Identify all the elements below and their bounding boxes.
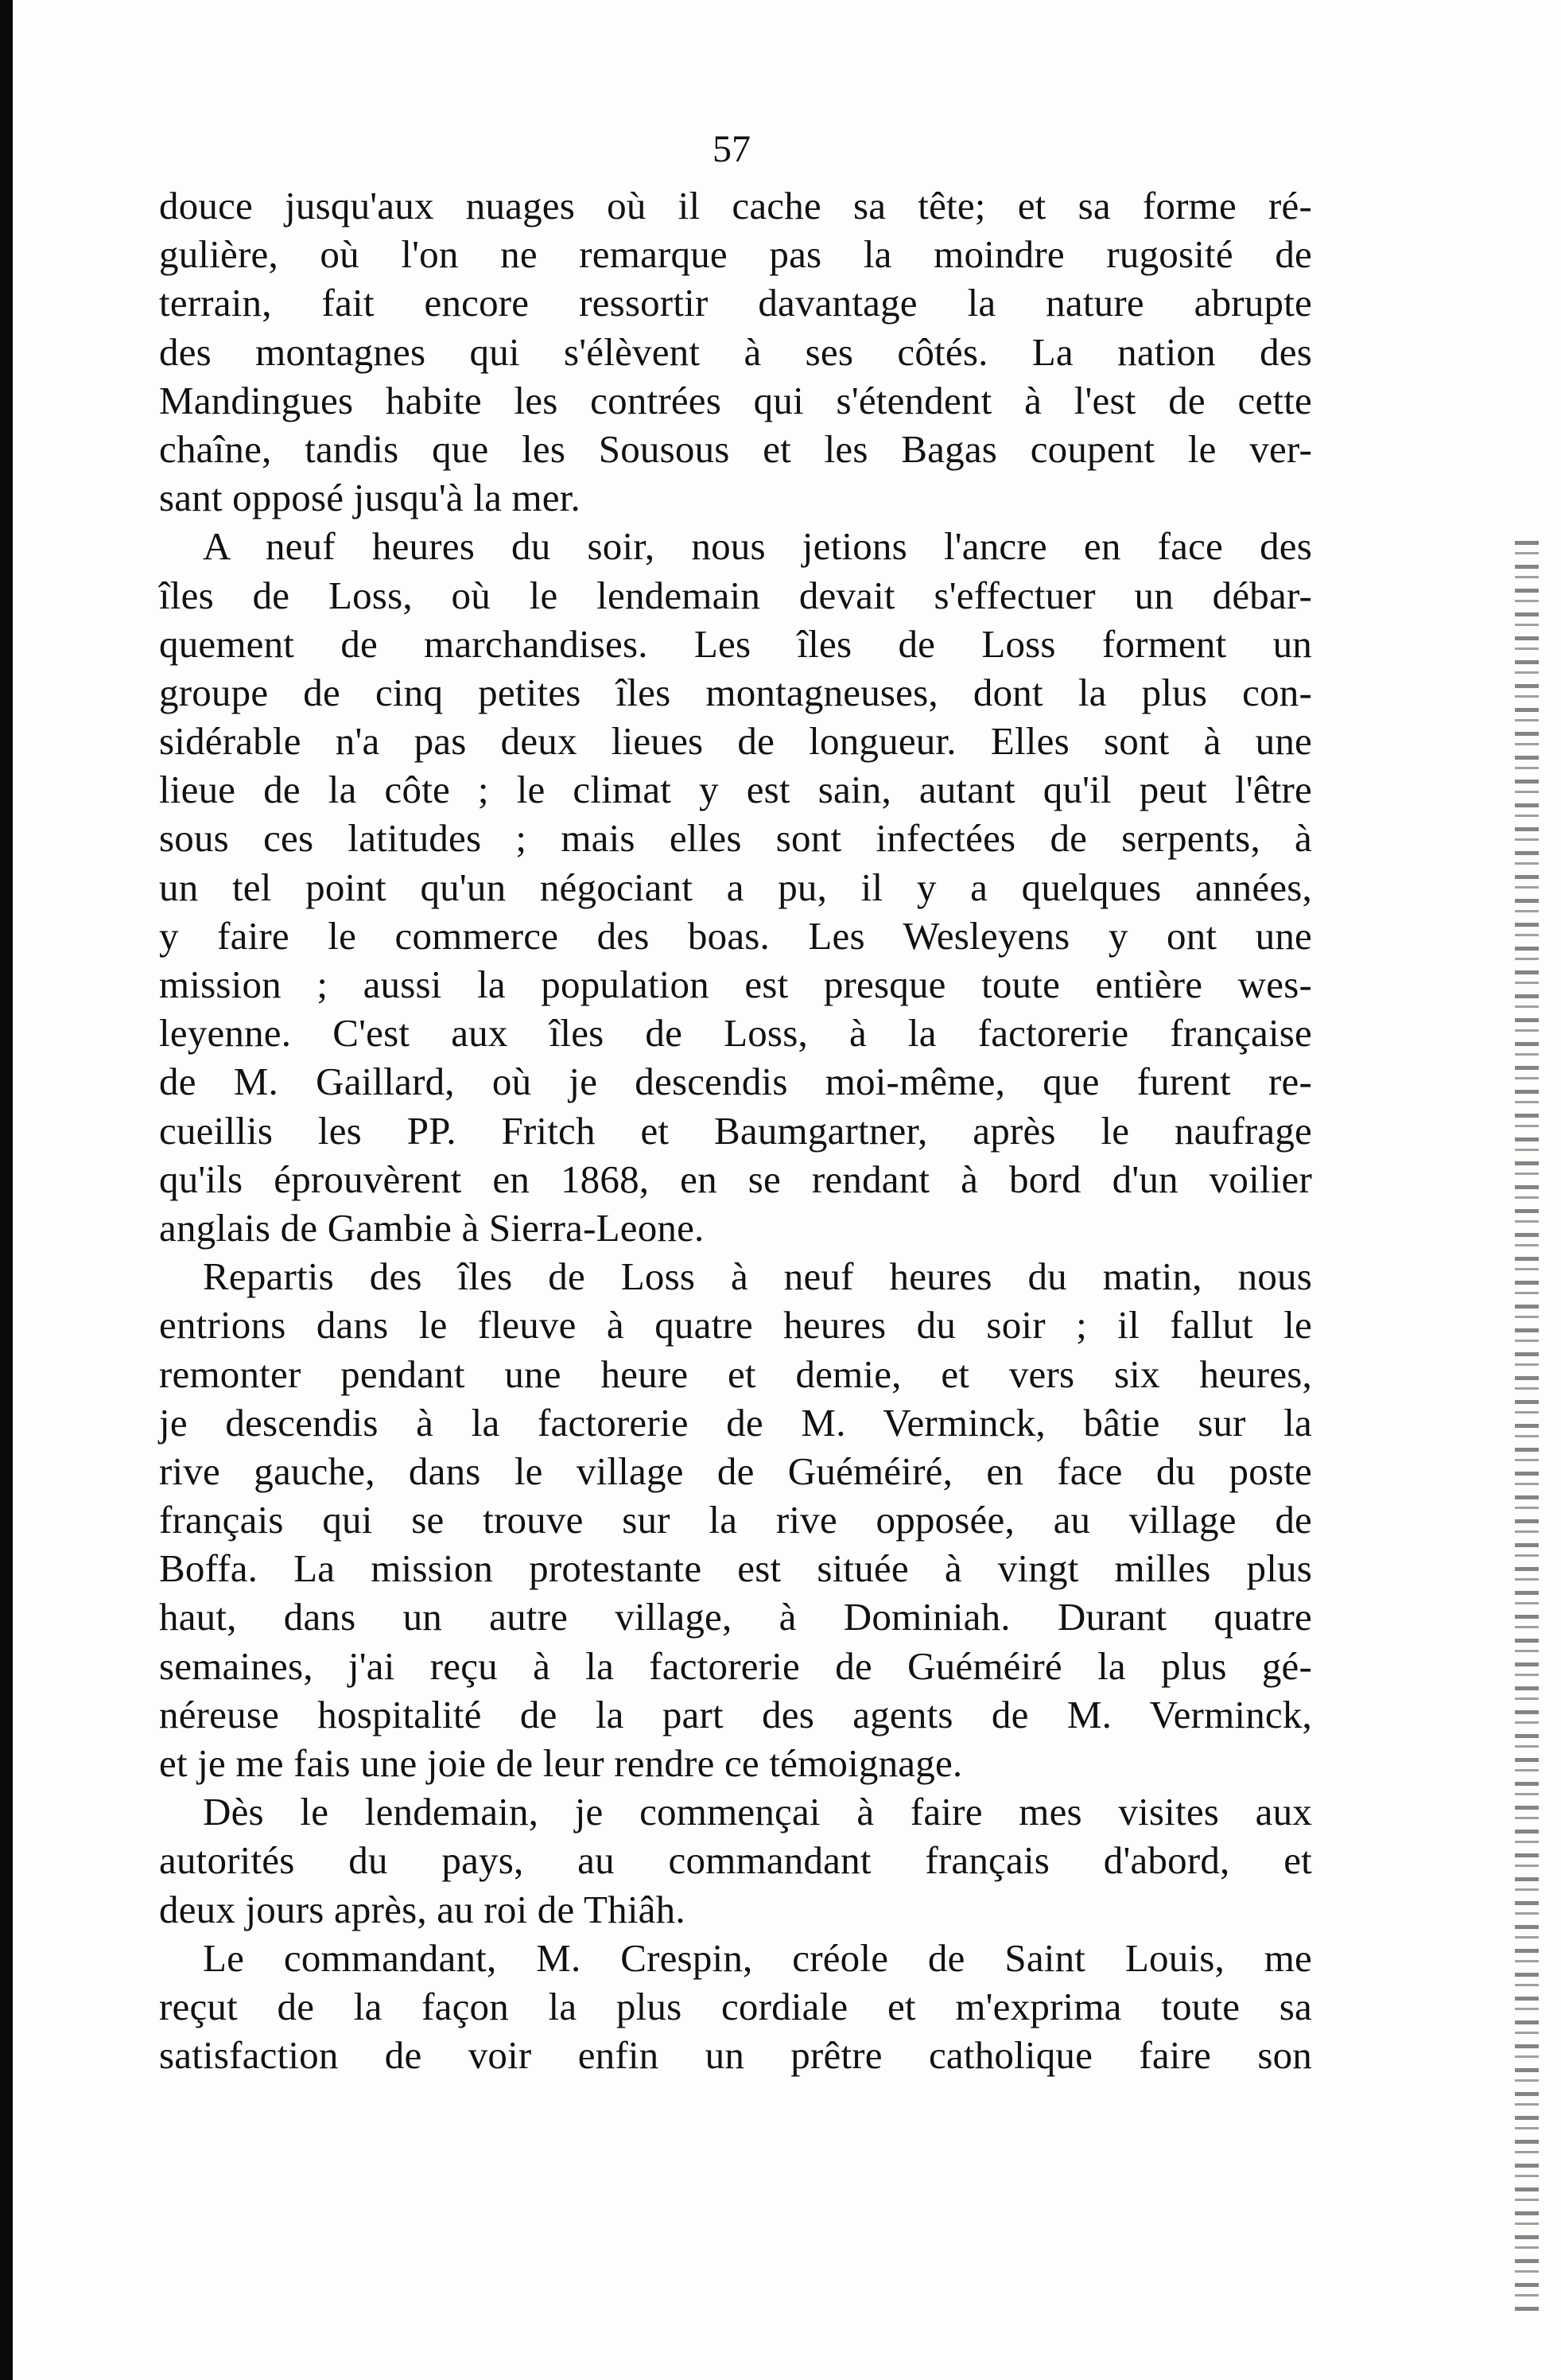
text-line: groupe de cinq petites îles montagneuses, dont la plus con- bbox=[159, 670, 1312, 714]
text-line: semaines, j'ai reçu à la factorerie de Guéméiré la plus gé- bbox=[159, 1643, 1312, 1688]
text-line: qu'ils éprouvèrent en 1868, en se rendant à bord d'un voilier bbox=[159, 1157, 1312, 1201]
text-line: et je me fais une joie de leur rendre ce témoignage. bbox=[159, 1741, 963, 1785]
text-line: A neuf heures du soir, nous jetions l'ancre en face des bbox=[203, 524, 1312, 569]
text-line: rive gauche, dans le village de Guéméiré, en face du poste bbox=[159, 1449, 1312, 1493]
text-line: entrions dans le fleuve à quatre heures du soir ; il fallut le bbox=[159, 1303, 1312, 1348]
text-line: chaîne, tandis que les Sousous et les Bagas coupent le ver- bbox=[159, 426, 1312, 471]
text-line: des montagnes qui s'élèvent à ses côtés. La nation des bbox=[159, 329, 1312, 374]
text-line: quement de marchandises. Les îles de Loss forment un bbox=[159, 621, 1312, 666]
text-line: néreuse hospitalité de la part des agents de M. Verminck, bbox=[159, 1692, 1312, 1736]
text-line: sidérable n'a pas deux lieues de longueur. Elles sont à une bbox=[159, 719, 1312, 764]
text-line: haut, dans un autre village, à Dominiah. Durant quatre bbox=[159, 1595, 1312, 1639]
text-line: cueillis les PP. Fritch et Baumgartner, après le naufrage bbox=[159, 1108, 1312, 1153]
page-binding-edge bbox=[0, 0, 13, 2380]
text-line: gulière, où l'on ne remarque pas la moindre rugosité de bbox=[159, 232, 1312, 277]
text-line: de M. Gaillard, où je descendis moi-même, que furent re- bbox=[159, 1060, 1312, 1104]
text-line: je descendis à la factorerie de M. Verminck, bâtie sur la bbox=[159, 1400, 1312, 1445]
text-line: autorités du pays, au commandant français d'abord, et bbox=[159, 1838, 1312, 1883]
text-line: sous ces latitudes ; mais elles sont infectées de serpents, à bbox=[159, 816, 1312, 861]
text-line: îles de Loss, où le lendemain devait s'effectuer un débar- bbox=[159, 573, 1312, 617]
text-line: Mandingues habite les contrées qui s'étendent à l'est de cette bbox=[159, 378, 1312, 422]
text-line: Le commandant, M. Crespin, créole de Saint Louis, me bbox=[203, 1935, 1312, 1980]
text-line: un tel point qu'un négociant a pu, il y a quelques années, bbox=[159, 865, 1312, 909]
text-line: douce jusqu'aux nuages où il cache sa tête; et sa forme ré- bbox=[159, 184, 1312, 228]
page-number: 57 bbox=[713, 128, 751, 170]
text-line: mission ; aussi la population est presque toute entière wes- bbox=[159, 962, 1312, 1006]
page-scan-edge bbox=[1515, 541, 1539, 2315]
text-line: leyenne. C'est aux îles de Loss, à la factorerie française bbox=[159, 1011, 1312, 1056]
text-line: y faire le commerce des boas. Les Wesleyens y ont une bbox=[159, 913, 1312, 958]
text-line: lieue de la côte ; le climat y est sain, autant qu'il peut l'être bbox=[159, 768, 1312, 812]
text-line: sant opposé jusqu'à la mer. bbox=[159, 476, 581, 520]
text-line: satisfaction de voir enfin un prêtre catholique faire son bbox=[159, 2033, 1312, 2078]
text-line: remonter pendant une heure et demie, et vers six heures, bbox=[159, 1351, 1312, 1396]
text-line: Repartis des îles de Loss à neuf heures du matin, nous bbox=[203, 1254, 1312, 1299]
text-body bbox=[159, 181, 1312, 2079]
text-line: anglais de Gambie à Sierra-Leone. bbox=[159, 1205, 705, 1250]
text-line: Dès le lendemain, je commençai à faire mes visites aux bbox=[203, 1790, 1312, 1834]
text-line: français qui se trouve sur la rive opposée, au village de bbox=[159, 1498, 1312, 1542]
text-line: Boffa. La mission protestante est située à vingt milles plus bbox=[159, 1546, 1312, 1591]
text-line: terrain, fait encore ressortir davantage la nature abrupte bbox=[159, 281, 1312, 325]
text-line: reçut de la façon la plus cordiale et m'exprima toute sa bbox=[159, 1984, 1312, 2028]
text-line: deux jours après, au roi de Thiâh. bbox=[159, 1887, 685, 1931]
